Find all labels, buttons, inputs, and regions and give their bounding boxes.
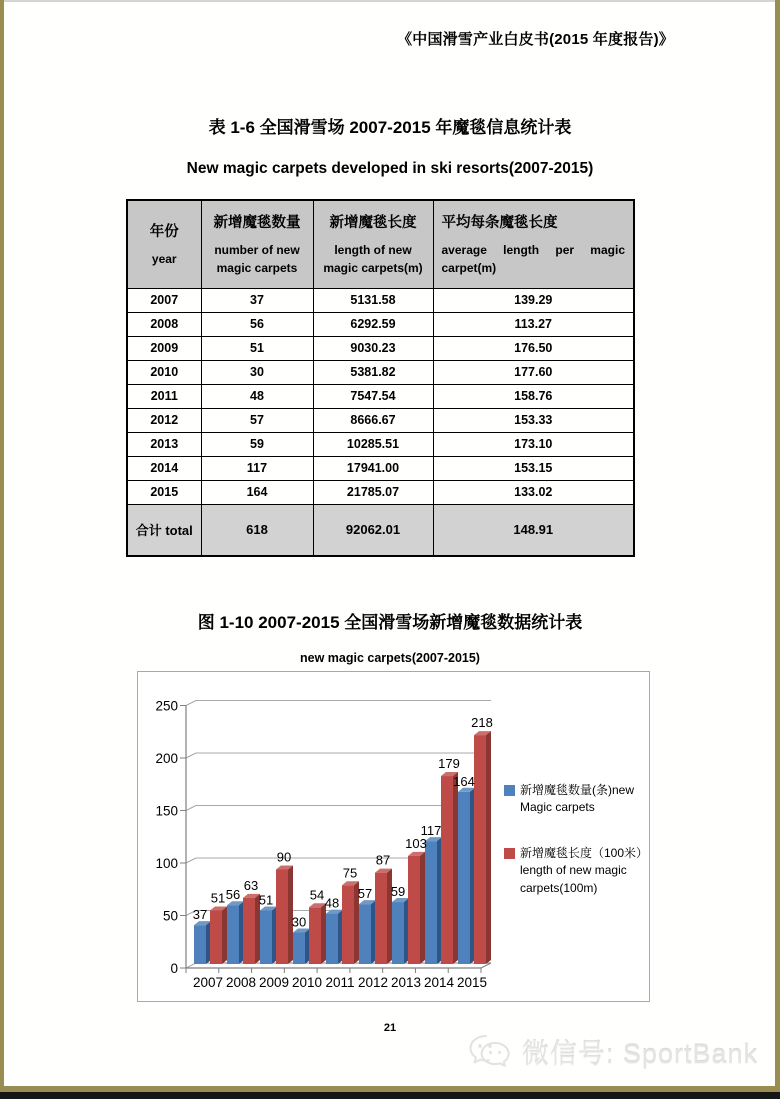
table-cell: 2009 [127,336,201,360]
svg-text:50: 50 [162,908,178,924]
column-header-zh: 年份 [149,223,179,240]
table-cell: 177.60 [433,360,634,384]
svg-text:57: 57 [357,886,373,902]
table-cell: 2014 [127,456,201,480]
legend-label: 新增魔毯数量(条)new Magic carpets [520,783,635,815]
watermark-text: 微信号: SportBank [521,1038,758,1069]
chart-subtitle: new magic carpets(2007-2015) [300,651,480,665]
table-cell: 6292.59 [313,312,433,336]
column-header-zh: 新增魔毯长度 [329,214,417,231]
table-cell: 51 [201,336,313,360]
table-cell: 164 [201,480,313,504]
table-row [127,360,634,384]
table-column-header [127,200,201,288]
table-cell: 158.76 [433,384,634,408]
chart-title-zh: 图 1-10 2007-2015 全国滑雪场新增魔毯数据统计表 [197,613,583,632]
table-row [127,432,634,456]
table-cell: 618 [201,504,313,556]
table-title-en: New magic carpets developed in ski resorts(2007-2015) [186,160,594,177]
svg-text:2007: 2007 [192,975,224,990]
legend-swatch-icon [504,785,515,796]
svg-text:103: 103 [405,835,427,851]
svg-text:2013: 2013 [390,975,422,990]
svg-text:2009: 2009 [258,975,290,990]
table-cell: 8666.67 [313,408,433,432]
table-cell: 59 [201,432,313,456]
table-cell: 合计 total [127,504,201,556]
bottom-black-strip [0,1092,780,1099]
table-cell: 2008 [127,312,201,336]
table-cell: 7547.54 [313,384,433,408]
table-cell: 2013 [127,432,201,456]
table-cell: 5381.82 [313,360,433,384]
legend-item [504,845,656,897]
table-cell: 57 [201,408,313,432]
legend-label: 新增魔毯长度（100米）length of new magic carpets(100m) [520,845,649,895]
svg-text:56: 56 [225,887,241,903]
svg-text:75: 75 [342,865,358,881]
table-cell: 173.10 [433,432,634,456]
table-row [127,384,634,408]
table-cell: 21785.07 [313,480,433,504]
svg-text:59: 59 [390,884,406,900]
table-row [127,456,634,480]
svg-text:150: 150 [155,803,178,819]
page-frame-right [775,0,780,1092]
document-header-title: 《中国滑雪产业白皮书(2015 年度报告)》 [397,31,674,48]
table-cell: 37 [201,288,313,312]
table-cell: 2011 [127,384,201,408]
svg-text:250: 250 [155,698,178,714]
svg-text:164: 164 [453,773,475,789]
table-cell: 148.91 [433,504,634,556]
table-row [127,312,634,336]
column-header-en: average length per magic carpet(m) [441,242,625,276]
table-cell: 139.29 [433,288,634,312]
svg-text:2008: 2008 [225,975,257,990]
column-header-en: length of new magic carpets(m) [323,242,423,276]
table-cell: 2012 [127,408,201,432]
svg-text:200: 200 [155,751,178,766]
table-column-header [201,200,313,288]
column-header-en: year [151,251,177,266]
table-cell: 2015 [127,480,201,504]
table-cell: 92062.01 [313,504,433,556]
svg-text:87: 87 [375,852,391,868]
svg-text:51: 51 [258,892,274,908]
legend-swatch-icon [504,848,515,859]
table-cell: 30 [201,360,313,384]
table-column-header [433,200,634,288]
table-row [127,480,634,504]
watermark [467,1030,758,1072]
svg-text:30: 30 [291,914,307,930]
table-cell: 48 [201,384,313,408]
magic-carpet-stats-table [126,199,635,557]
table-cell: 10285.51 [313,432,433,456]
table-cell: 5131.58 [313,288,433,312]
table-cell: 56 [201,312,313,336]
svg-text:2011: 2011 [325,975,355,990]
svg-text:2014: 2014 [423,975,455,990]
table-cell: 113.27 [433,312,634,336]
wechat-icon [467,1030,513,1072]
table-cell: 153.33 [433,408,634,432]
svg-text:90: 90 [276,849,292,865]
table-header [127,200,634,288]
table-cell: 133.02 [433,480,634,504]
table-total-row [127,504,634,556]
svg-text:100: 100 [155,856,178,871]
table-cell: 9030.23 [313,336,433,360]
column-header-zh: 新增魔毯数量 [213,214,301,231]
svg-text:0: 0 [170,961,178,976]
svg-text:54: 54 [309,887,325,903]
table-cell: 17941.00 [313,456,433,480]
svg-text:37: 37 [192,907,208,923]
table-header-row [127,200,634,288]
table-body [127,288,634,556]
table-row [127,336,634,360]
page-number: 21 [383,1022,397,1034]
chart-y-axis-labels [155,699,178,977]
svg-text:48: 48 [324,895,340,911]
table-cell: 176.50 [433,336,634,360]
chart-legend [504,782,656,925]
chart-x-axis-labels [193,975,487,990]
table-cell: 2007 [127,288,201,312]
column-header-en: number of new magic carpets [214,242,300,276]
bar-chart-container [137,671,650,1002]
table-title-zh: 表 1-6 全国滑雪场 2007-2015 年魔毯信息统计表 [208,118,572,137]
svg-text:63: 63 [243,877,259,893]
column-header-zh: 平均每条魔毯长度 [441,214,558,231]
svg-text:179: 179 [438,756,460,772]
table-cell: 153.15 [433,456,634,480]
svg-text:2015: 2015 [456,975,488,990]
table-row [127,408,634,432]
page-frame-left [0,0,4,1092]
svg-text:51: 51 [210,890,226,906]
table-cell: 117 [201,456,313,480]
table-row [127,288,634,312]
table-cell: 2010 [127,360,201,384]
legend-item [504,782,656,817]
svg-text:2012: 2012 [357,975,389,990]
page-frame-top [0,0,780,2]
table-column-header [313,200,433,288]
svg-text:2010: 2010 [291,975,323,990]
svg-text:117: 117 [420,823,442,839]
svg-text:218: 218 [471,715,493,731]
